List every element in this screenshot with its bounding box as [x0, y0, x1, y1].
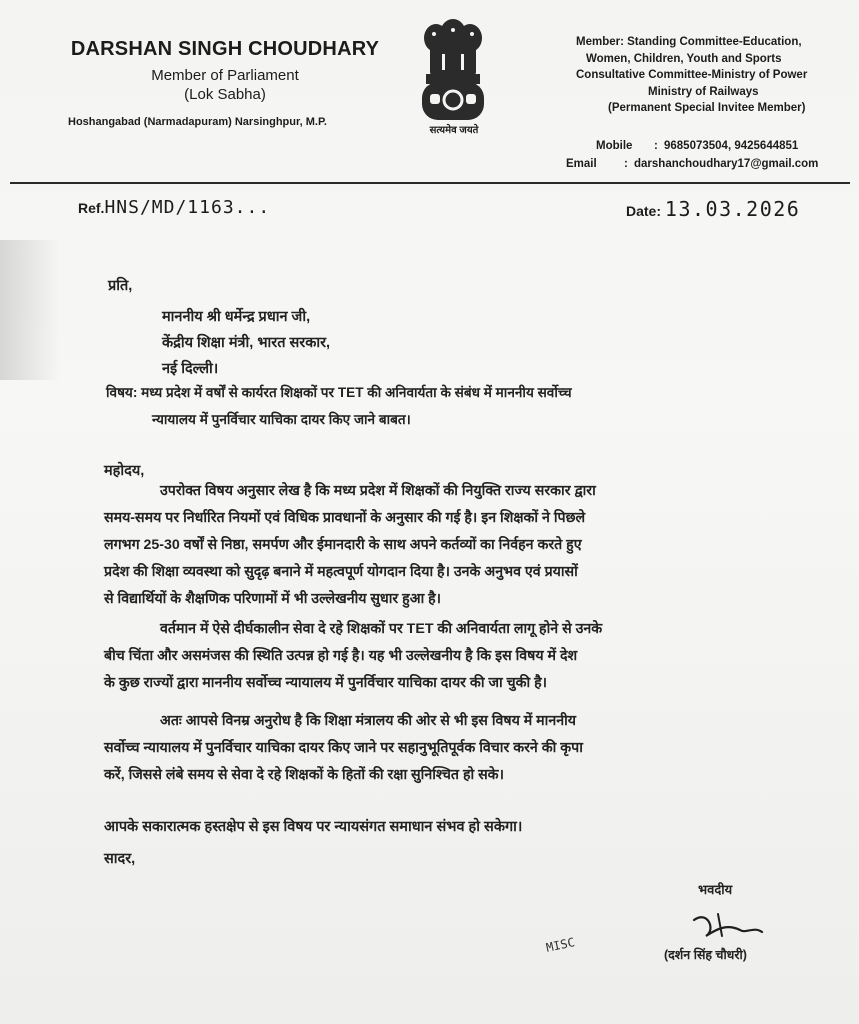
membership-line: Women, Children, Youth and Sports: [586, 52, 782, 65]
date-label: Date:: [626, 203, 662, 219]
salutation: महोदय,: [104, 463, 145, 479]
membership-line: Consultative Committee-Ministry of Power: [576, 69, 808, 81]
paragraph-line: उपरोक्त विषय अनुसार लेख है कि मध्य प्रदेश में शिक्षकों की नियुक्ति राज्य सरकार द्वारा: [160, 483, 596, 499]
mobile-number: 9685073504, 9425644851: [664, 140, 799, 152]
paragraph-3: [104, 708, 794, 789]
mp-constituency: Hoshangabad (Narmadapuram) Narsinghpur, M.P.: [68, 116, 327, 128]
subject-line: न्यायालय में पुनर्विचार याचिका दायर किए जाने बाबत।: [152, 412, 411, 427]
mobile-label: Mobile: [596, 140, 633, 152]
mp-name: DARSHAN SINGH CHOUDHARY: [70, 38, 380, 60]
paper-shadow: [0, 240, 60, 380]
paragraph-line: से विद्यार्थियों के शैक्षणिक परिणामों में भी उल्लेखनीय सुधार हुआ है।: [104, 591, 442, 607]
paragraph-line: अतः आपसे विनम्र अनुरोध है कि शिक्षा मंत्रालय की ओर से भी इस विषय में माननीय: [160, 713, 576, 729]
subject-line: विषय: मध्य प्रदेश में वर्षों से कार्यरत शिक्षकों पर TET की अनिवार्यता के संबंध में माननीय सर्वोच्च: [106, 385, 572, 400]
paragraph-line: समय-समय पर निर्धारित नियमों एवं विधिक प्रावधानों के अनुसार की गई है। इन शिक्षकों ने पिछले: [104, 510, 586, 526]
regards: सादर,: [104, 851, 136, 867]
mp-house: (Lok Sabha): [184, 86, 266, 103]
paragraph-line: वर्तमान में ऐसे दीर्घकालीन सेवा दे रहे शिक्षकों पर TET की अनिवार्यता लागू होने से उनके: [160, 621, 603, 637]
letterhead-right: [568, 34, 848, 117]
date-value: 13.03.2026: [664, 197, 801, 221]
letterhead-left: [60, 38, 390, 103]
paragraph-2: [104, 616, 794, 697]
header-divider: [10, 182, 850, 184]
paragraph-line: बीच चिंता और असमंजस की स्थिति उत्पन्न हो गई है। यह भी उल्लेखनीय है कि इस विषय में देश: [104, 648, 578, 664]
email-label: Email: [566, 158, 597, 170]
paragraph-line: सर्वोच्च न्यायालय में पुनर्विचार याचिका दायर किए जाने पर सहानुभूतिपूर्वक विचार करने की कृपा: [104, 740, 583, 756]
emblem-caption: सत्यमेव जयते: [429, 125, 479, 136]
paragraph-line: प्रदेश की शिक्षा व्यवस्था को सुदृढ़ बनाने में महत्वपूर्ण योगदान दिया है। उनके अनुभव एवं प्रयासों: [104, 564, 578, 580]
membership-line: (Permanent Special Invitee Member): [608, 102, 806, 114]
letter-date: [626, 197, 800, 221]
closing-line: आपके सकारात्मक हस्तक्षेप से इस विषय पर न्यायसंगत समाधान संभव हो सकेगा।: [104, 819, 523, 835]
paragraph-line: लगभग 25-30 वर्षों से निष्ठा, समर्पण और ईमानदारी के साथ अपने कर्तव्यों का निर्वहन करते हुए: [104, 537, 582, 553]
paragraph-line: करें, जिससे लंबे समय से सेवा दे रहे शिक्षकों के हितों की रक्षा सुनिश्चित हो सके।: [104, 767, 504, 783]
handwritten-signature: [688, 906, 768, 946]
paragraph-line: के कुछ राज्यों द्वारा माननीय सर्वोच्च न्यायालय में पुनर्विचार याचिका दायर की जा चुकी है।: [104, 675, 548, 691]
contact-block: Mobile : 9685073504, 9425644851 Email : darshanchoudhary17@gmail.com: [566, 137, 818, 173]
recipient-line: केंद्रीय शिक्षा मंत्री, भारत सरकार,: [162, 335, 331, 351]
paragraph-1: [104, 478, 794, 613]
signoff: भवदीय: [698, 882, 733, 897]
ref-number: HNS/MD/1163...: [104, 197, 271, 218]
margin-note: MISC: [544, 935, 577, 955]
recipient-line: माननीय श्री धर्मेन्द्र प्रधान जी,: [162, 309, 311, 325]
national-emblem-icon: [416, 14, 490, 132]
to-line: प्रति,: [108, 278, 133, 294]
email-address: darshanchoudhary17@gmail.com: [634, 158, 819, 170]
signatory-name: (दर्शन सिंह चौधरी): [664, 948, 747, 962]
recipient-line: नई दिल्ली।: [162, 361, 219, 377]
membership-line: Member: Standing Committee-Education,: [576, 36, 802, 48]
reference: [78, 197, 270, 218]
ref-label: Ref.: [78, 200, 105, 216]
membership-line: Ministry of Railways: [648, 85, 759, 98]
mp-title: Member of Parliament: [151, 67, 299, 84]
